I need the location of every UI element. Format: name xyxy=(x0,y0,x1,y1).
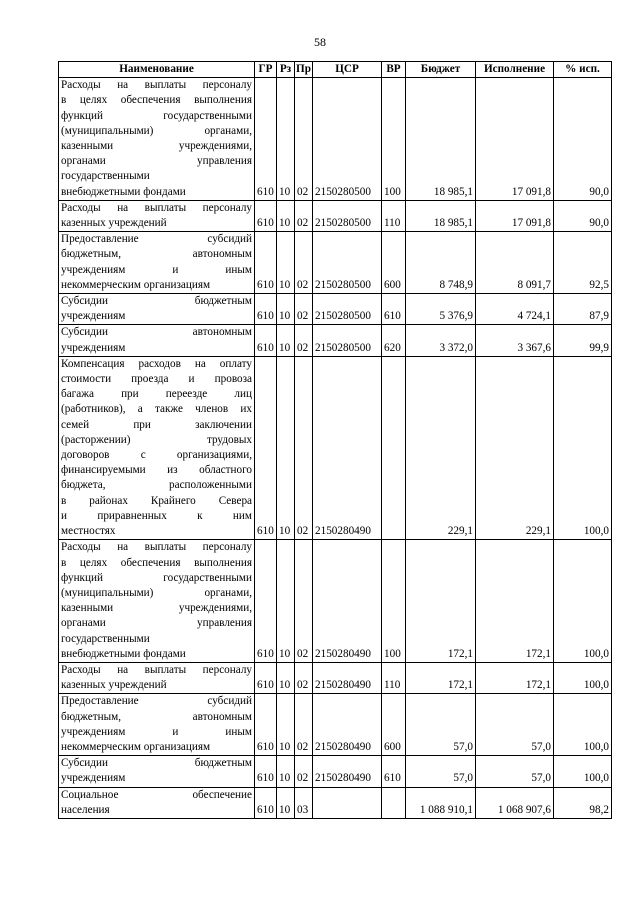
row-name-line: Расходы на выплаты персоналу xyxy=(61,79,252,92)
row-name-line: Субсидии автономным xyxy=(61,326,252,339)
row-percent: 100,0 xyxy=(554,540,612,663)
header-gr: ГР xyxy=(255,62,277,78)
row-csr: 2150280500 xyxy=(313,232,382,294)
row-rz: 10 xyxy=(277,232,295,294)
row-name-line: учреждениям xyxy=(61,772,126,785)
row-name xyxy=(59,694,255,756)
row-name-line: учреждениям xyxy=(61,310,126,323)
row-rz: 10 xyxy=(277,540,295,663)
table-row xyxy=(59,662,612,693)
row-name-line: бюджета, расположенными xyxy=(61,479,252,492)
row-pr: 02 xyxy=(295,694,313,756)
row-vr: 610 xyxy=(382,756,406,787)
table-row xyxy=(59,756,612,787)
row-budget: 1 088 910,1 xyxy=(406,787,476,818)
row-name-line: Предоставление субсидий xyxy=(61,233,252,246)
row-pr: 02 xyxy=(295,325,313,356)
row-name-line: казенных учреждений xyxy=(61,217,167,230)
row-name-line: Расходы на выплаты персоналу xyxy=(61,201,252,214)
budget-table xyxy=(58,61,612,819)
header-vr: ВР xyxy=(382,62,406,78)
row-vr: 100 xyxy=(382,540,406,663)
row-rz: 10 xyxy=(277,325,295,356)
row-name-line: (муниципальными) органами, xyxy=(61,124,252,137)
row-gr: 610 xyxy=(255,294,277,325)
row-pr: 02 xyxy=(295,356,313,539)
row-name-line: Субсидии бюджетным xyxy=(61,757,252,770)
row-name-line: договоров с организациями, xyxy=(61,449,252,462)
header-name: Наименование xyxy=(59,62,255,78)
row-rz: 10 xyxy=(277,787,295,818)
row-name-line: финансируемыми из областного xyxy=(61,464,252,477)
row-name-line: учреждениям и иным xyxy=(61,725,252,738)
row-execution: 17 091,8 xyxy=(476,200,554,231)
header-rz: Рз xyxy=(277,62,295,78)
row-vr: 110 xyxy=(382,200,406,231)
row-name-line: государственными xyxy=(61,170,150,183)
row-name-line: некоммерческим организациям xyxy=(61,740,211,753)
row-name xyxy=(59,356,255,539)
row-budget: 5 376,9 xyxy=(406,294,476,325)
row-csr: 2150280490 xyxy=(313,540,382,663)
row-name-line: внебюджетными фондами xyxy=(61,647,186,660)
row-percent: 99,9 xyxy=(554,325,612,356)
table-header-row xyxy=(59,62,612,78)
row-budget: 18 985,1 xyxy=(406,200,476,231)
row-gr: 610 xyxy=(255,200,277,231)
row-name-line: в районах Крайнего Севера xyxy=(61,494,252,507)
row-name-line: функций государственными xyxy=(61,109,252,122)
row-name xyxy=(59,232,255,294)
row-name-line: государственными xyxy=(61,632,150,645)
row-rz: 10 xyxy=(277,356,295,539)
row-name-line: Социальное обеспечение xyxy=(61,788,252,801)
row-budget: 229,1 xyxy=(406,356,476,539)
row-execution: 57,0 xyxy=(476,694,554,756)
row-gr: 610 xyxy=(255,78,277,201)
row-vr: 610 xyxy=(382,294,406,325)
row-gr: 610 xyxy=(255,756,277,787)
row-name xyxy=(59,325,255,356)
row-execution: 229,1 xyxy=(476,356,554,539)
row-name xyxy=(59,756,255,787)
row-percent: 100,0 xyxy=(554,694,612,756)
row-name-line: казенными учреждениями, xyxy=(61,140,252,153)
row-budget: 57,0 xyxy=(406,694,476,756)
row-name-line: Компенсация расходов на оплату xyxy=(61,357,252,370)
header-execution: Исполнение xyxy=(476,62,554,78)
row-name-line: Расходы на выплаты персоналу xyxy=(61,541,252,554)
table-row xyxy=(59,78,612,201)
row-name-line: Расходы на выплаты персоналу xyxy=(61,663,252,676)
row-execution: 172,1 xyxy=(476,540,554,663)
row-name xyxy=(59,294,255,325)
row-csr: 2150280500 xyxy=(313,78,382,201)
row-name xyxy=(59,787,255,818)
row-name-line: казенными учреждениями, xyxy=(61,602,252,615)
row-csr: 2150280500 xyxy=(313,325,382,356)
row-vr: 100 xyxy=(382,78,406,201)
row-execution: 3 367,6 xyxy=(476,325,554,356)
row-name-line: багажа при переезде лиц xyxy=(61,388,252,401)
row-execution: 8 091,7 xyxy=(476,232,554,294)
row-budget: 172,1 xyxy=(406,662,476,693)
header-budget: Бюджет xyxy=(406,62,476,78)
row-pr: 02 xyxy=(295,78,313,201)
row-pr: 02 xyxy=(295,756,313,787)
row-name-line: в целях обеспечения выполнения xyxy=(61,94,252,107)
row-gr: 610 xyxy=(255,325,277,356)
row-gr: 610 xyxy=(255,356,277,539)
row-gr: 610 xyxy=(255,787,277,818)
row-csr: 2150280490 xyxy=(313,756,382,787)
row-name xyxy=(59,78,255,201)
row-percent: 87,9 xyxy=(554,294,612,325)
row-name-line: казенных учреждений xyxy=(61,679,167,692)
row-percent: 100,0 xyxy=(554,756,612,787)
row-vr: 600 xyxy=(382,694,406,756)
row-pr: 02 xyxy=(295,232,313,294)
row-gr: 610 xyxy=(255,232,277,294)
row-percent: 98,2 xyxy=(554,787,612,818)
row-pr: 03 xyxy=(295,787,313,818)
header-pr: Пр xyxy=(295,62,313,78)
row-rz: 10 xyxy=(277,294,295,325)
row-name-line: (муниципальными) органами, xyxy=(61,586,252,599)
row-rz: 10 xyxy=(277,78,295,201)
row-name-line: учреждениям и иным xyxy=(61,263,252,276)
row-budget: 3 372,0 xyxy=(406,325,476,356)
row-name-line: некоммерческим организациям xyxy=(61,278,211,291)
row-percent: 90,0 xyxy=(554,200,612,231)
row-name-line: бюджетным, автономным xyxy=(61,248,252,261)
row-csr: 2150280500 xyxy=(313,294,382,325)
row-csr: 2150280500 xyxy=(313,200,382,231)
row-name xyxy=(59,200,255,231)
row-name-line: внебюджетными фондами xyxy=(61,185,186,198)
row-csr xyxy=(313,787,382,818)
row-execution: 1 068 907,6 xyxy=(476,787,554,818)
row-name xyxy=(59,540,255,663)
row-rz: 10 xyxy=(277,694,295,756)
row-budget: 172,1 xyxy=(406,540,476,663)
row-percent: 90,0 xyxy=(554,78,612,201)
row-name-line: бюджетным, автономным xyxy=(61,710,252,723)
row-rz: 10 xyxy=(277,200,295,231)
row-gr: 610 xyxy=(255,694,277,756)
header-percent: % исп. xyxy=(554,62,612,78)
row-vr: 110 xyxy=(382,662,406,693)
row-execution: 172,1 xyxy=(476,662,554,693)
table-row xyxy=(59,787,612,818)
table-row xyxy=(59,294,612,325)
row-pr: 02 xyxy=(295,540,313,663)
row-name-line: стоимости проезда и провоза xyxy=(61,373,252,386)
row-name-line: учреждениям xyxy=(61,341,126,354)
row-csr: 2150280490 xyxy=(313,356,382,539)
row-name-line: Субсидии бюджетным xyxy=(61,295,252,308)
row-name-line: Предоставление субсидий xyxy=(61,695,252,708)
row-csr: 2150280490 xyxy=(313,662,382,693)
row-gr: 610 xyxy=(255,540,277,663)
table-row xyxy=(59,694,612,756)
row-name-line: (расторжении) трудовых xyxy=(61,433,252,446)
row-pr: 02 xyxy=(295,662,313,693)
row-execution: 57,0 xyxy=(476,756,554,787)
row-gr: 610 xyxy=(255,662,277,693)
row-name-line: (работников), а также членов их xyxy=(61,403,252,416)
table-row xyxy=(59,200,612,231)
row-vr: 600 xyxy=(382,232,406,294)
row-vr: 620 xyxy=(382,325,406,356)
row-name-line: в целях обеспечения выполнения xyxy=(61,556,252,569)
row-percent: 92,5 xyxy=(554,232,612,294)
row-name-line: семей при заключении xyxy=(61,418,252,431)
row-name-line: органами управления xyxy=(61,617,252,630)
row-csr: 2150280490 xyxy=(313,694,382,756)
row-name xyxy=(59,662,255,693)
row-budget: 57,0 xyxy=(406,756,476,787)
row-budget: 18 985,1 xyxy=(406,78,476,201)
row-name-line: населения xyxy=(61,803,110,816)
table-row xyxy=(59,540,612,663)
row-name-line: и приравненных к ним xyxy=(61,509,252,522)
row-execution: 4 724,1 xyxy=(476,294,554,325)
row-vr xyxy=(382,356,406,539)
row-name-line: местностях xyxy=(61,525,116,538)
table-row xyxy=(59,325,612,356)
header-csr: ЦСР xyxy=(313,62,382,78)
row-execution: 17 091,8 xyxy=(476,78,554,201)
row-budget: 8 748,9 xyxy=(406,232,476,294)
row-rz: 10 xyxy=(277,756,295,787)
row-pr: 02 xyxy=(295,200,313,231)
row-vr xyxy=(382,787,406,818)
table-row xyxy=(59,232,612,294)
row-percent: 100,0 xyxy=(554,356,612,539)
table-body xyxy=(59,78,612,819)
table-row xyxy=(59,356,612,539)
row-name-line: функций государственными xyxy=(61,571,252,584)
page-number: 58 xyxy=(314,35,326,49)
row-percent: 100,0 xyxy=(554,662,612,693)
row-name-line: органами управления xyxy=(61,155,252,168)
row-rz: 10 xyxy=(277,662,295,693)
row-pr: 02 xyxy=(295,294,313,325)
